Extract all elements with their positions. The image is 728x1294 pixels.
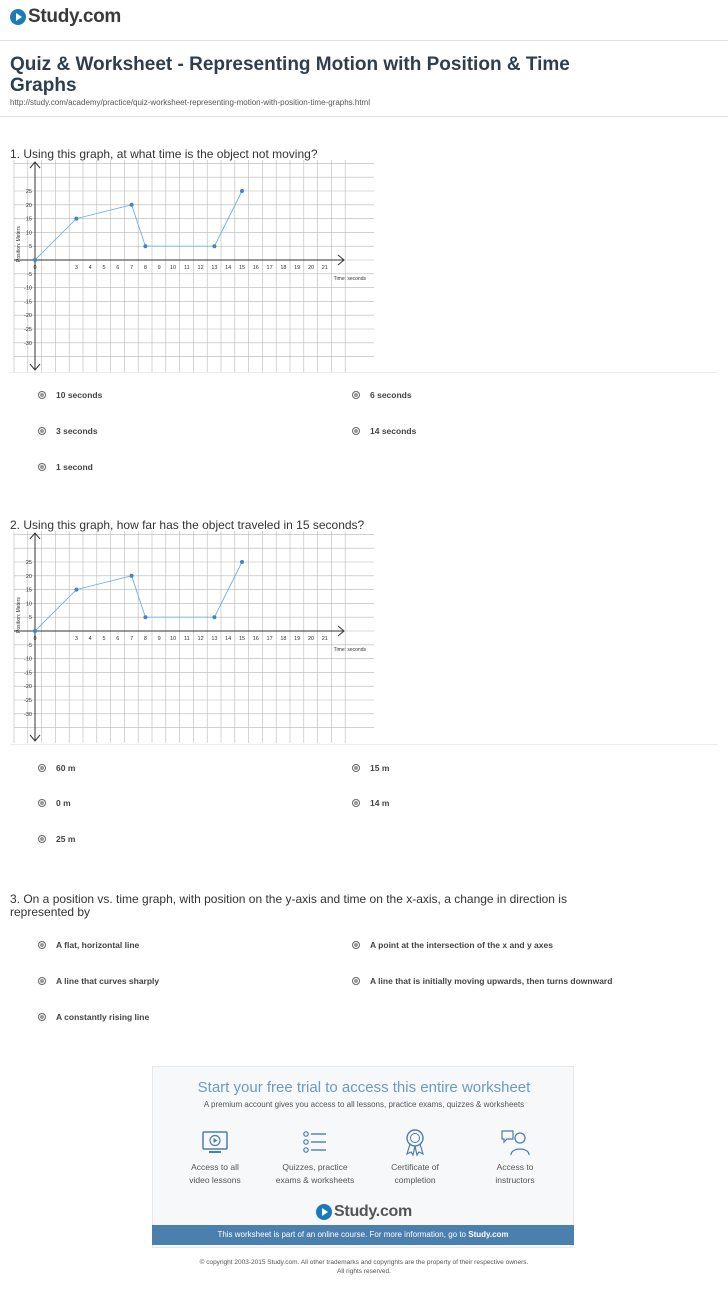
x-tick-label: 10 xyxy=(169,265,177,271)
x-tick-label: 8 xyxy=(143,265,147,271)
play-logo-icon xyxy=(316,1204,332,1220)
data-point xyxy=(212,244,216,248)
x-tick-label: 13 xyxy=(211,265,218,271)
x-tick-label: 7 xyxy=(130,265,134,271)
x-tick-label: 15 xyxy=(238,636,246,642)
answer-option[interactable]: 14 seconds xyxy=(352,426,416,436)
x-tick-label: 6 xyxy=(116,265,120,271)
instructor-chat-icon xyxy=(500,1127,530,1157)
title-divider xyxy=(0,116,728,117)
radio-button[interactable] xyxy=(38,1013,46,1021)
answer-option[interactable]: 14 m xyxy=(352,798,389,808)
y-tick-label: 25 xyxy=(25,560,32,566)
video-screen-icon xyxy=(200,1127,230,1157)
radio-button[interactable] xyxy=(38,463,46,471)
y-tick-label: -30 xyxy=(24,711,32,718)
x-tick-label: 4 xyxy=(88,265,92,271)
y-tick-label: 20 xyxy=(25,202,32,209)
x-tick-label: 11 xyxy=(183,265,190,271)
x-tick-label: 12 xyxy=(197,265,204,271)
x-tick-label: 21 xyxy=(321,265,328,271)
y-tick-label: -5 xyxy=(27,271,32,278)
x-tick-label: 3 xyxy=(74,636,78,642)
radio-button[interactable] xyxy=(38,764,46,772)
radio-button[interactable] xyxy=(38,941,46,949)
data-point xyxy=(240,560,244,564)
radio-button[interactable] xyxy=(38,799,46,807)
x-tick-label: 15 xyxy=(238,265,246,271)
x-tick-label: 0 xyxy=(33,265,37,271)
radio-button[interactable] xyxy=(352,391,360,399)
copyright: © copyright 2003-2015 Study.com. All other trademarks and copyrights are the property of their respective owners. All rights reserved. xyxy=(199,1259,529,1275)
question-1-text: 1. Using this graph, at what time is the object not moving? xyxy=(10,147,318,161)
radio-button[interactable] xyxy=(352,941,360,949)
radio-button[interactable] xyxy=(352,427,360,435)
x-tick-label: 0 xyxy=(33,636,37,642)
data-point xyxy=(143,244,147,248)
y-tick-label: 10 xyxy=(25,601,32,608)
x-tick-label: 11 xyxy=(183,636,190,642)
question-1-divider xyxy=(10,372,718,373)
y-tick-label: -20 xyxy=(24,684,32,691)
promo-study-logo[interactable]: Study.com xyxy=(153,1203,575,1221)
question-3-text: 3. On a position vs. time graph, with position on the y-axis and time on the x-axis, a change in direction is represented by xyxy=(10,892,567,919)
y-tick-label: -30 xyxy=(24,340,32,347)
y-tick-label: 15 xyxy=(25,216,32,223)
x-tick-label: 5 xyxy=(102,636,106,642)
y-tick-label: -10 xyxy=(24,656,32,663)
answer-option[interactable]: 0 m xyxy=(38,798,71,808)
answer-option[interactable]: A flat, horizontal line xyxy=(38,940,139,950)
y-tick-label: -10 xyxy=(24,285,32,292)
answer-option[interactable]: A point at the intersection of the x and y axes xyxy=(352,940,553,950)
study-link[interactable]: Study.com xyxy=(468,1230,509,1239)
answer-option[interactable]: 6 seconds xyxy=(352,390,412,400)
radio-button[interactable] xyxy=(38,427,46,435)
answer-option[interactable]: A line that curves sharply xyxy=(38,976,159,986)
x-tick-label: 5 xyxy=(102,265,106,271)
x-tick-label: 19 xyxy=(294,265,301,271)
data-point xyxy=(212,615,216,619)
y-tick-label: 5 xyxy=(28,615,32,622)
promo-subtitle: A premium account gives you access to all lessons, practice exams, quizzes & worksheets xyxy=(203,1100,525,1109)
play-logo-icon xyxy=(10,9,26,25)
x-tick-label: 14 xyxy=(225,265,232,271)
x-tick-label: 7 xyxy=(130,636,134,642)
x-tick-label: 8 xyxy=(143,636,147,642)
position-time-graph-2 xyxy=(8,531,374,743)
x-tick-label: 19 xyxy=(294,636,301,642)
answer-option[interactable]: 25 m xyxy=(38,834,75,844)
y-axis-label: Position: Meters xyxy=(16,597,22,633)
y-tick-label: 25 xyxy=(25,189,32,195)
checklist-icon xyxy=(300,1127,330,1157)
header-divider xyxy=(0,40,728,41)
x-tick-label: 9 xyxy=(157,636,161,642)
x-tick-label: 21 xyxy=(321,636,328,642)
radio-button[interactable] xyxy=(352,764,360,772)
y-tick-label: 15 xyxy=(25,587,32,594)
data-point xyxy=(74,217,78,221)
data-point xyxy=(130,574,134,578)
x-tick-label: 13 xyxy=(211,636,218,642)
data-point xyxy=(143,615,147,619)
answer-option[interactable]: 15 m xyxy=(352,763,389,773)
answer-option[interactable]: 60 m xyxy=(38,763,75,773)
logo-text: Study.com xyxy=(28,6,122,27)
y-tick-label: -20 xyxy=(24,313,32,320)
x-tick-label: 12 xyxy=(197,636,204,642)
y-tick-label: 20 xyxy=(25,573,32,580)
data-point xyxy=(33,629,37,633)
radio-button[interactable] xyxy=(38,977,46,985)
data-point xyxy=(74,588,78,592)
x-axis-label: Time: seconds xyxy=(333,647,366,653)
x-tick-label: 17 xyxy=(266,265,273,271)
feature-quizzes: Quizzes, practice exams & worksheets xyxy=(265,1127,365,1187)
x-tick-label: 18 xyxy=(280,265,287,271)
feature-certificate: Certificate of completion xyxy=(365,1127,465,1187)
x-tick-label: 16 xyxy=(252,265,259,271)
page-url: http://study.com/academy/practice/quiz-worksheet-representing-motion-with-position-time-graphs.html xyxy=(10,98,370,107)
x-tick-label: 6 xyxy=(116,636,120,642)
x-tick-label: 3 xyxy=(74,265,78,271)
radio-button[interactable] xyxy=(352,977,360,985)
promo-info-bar: This worksheet is part of an online course. For more information, go to Study.com xyxy=(152,1225,574,1245)
page-title: Quiz & Worksheet - Representing Motion with Position & Time Graphs xyxy=(10,54,570,96)
question-2-divider xyxy=(10,744,718,745)
feature-instructors: Access to instructors xyxy=(465,1127,565,1187)
x-tick-label: 20 xyxy=(307,265,315,271)
answer-option[interactable]: A line that is initially moving upwards, then turns downward xyxy=(352,976,612,986)
x-tick-label: 10 xyxy=(169,636,177,642)
y-tick-label: -5 xyxy=(27,642,32,649)
data-point xyxy=(33,258,37,262)
x-tick-label: 17 xyxy=(266,636,273,642)
y-tick-label: -15 xyxy=(24,299,32,306)
x-tick-label: 16 xyxy=(252,636,259,642)
study-logo[interactable] xyxy=(10,6,121,28)
x-tick-label: 4 xyxy=(88,636,92,642)
answer-option[interactable]: 1 second xyxy=(38,462,93,472)
x-tick-label: 9 xyxy=(157,265,161,271)
y-tick-label: -15 xyxy=(24,670,32,677)
y-axis-label: Position: Meters xyxy=(16,226,22,262)
free-trial-promo xyxy=(152,1066,574,1248)
question-2-text: 2. Using this graph, how far has the object traveled in 15 seconds? xyxy=(10,518,365,532)
answer-option[interactable]: A constantly rising line xyxy=(38,1012,149,1022)
x-axis-label: Time: seconds xyxy=(333,276,366,282)
radio-button[interactable] xyxy=(38,835,46,843)
position-time-graph-1 xyxy=(8,160,374,372)
x-tick-label: 20 xyxy=(307,636,315,642)
y-tick-label: 10 xyxy=(25,230,32,237)
radio-button[interactable] xyxy=(38,391,46,399)
feature-video-lessons: Access to all video lessons xyxy=(165,1127,265,1187)
x-tick-label: 18 xyxy=(280,636,287,642)
y-tick-label: -25 xyxy=(24,327,32,333)
award-ribbon-icon xyxy=(400,1127,430,1157)
radio-button[interactable] xyxy=(352,799,360,807)
x-tick-label: 14 xyxy=(225,636,232,642)
answer-option[interactable]: 10 seconds xyxy=(38,390,102,400)
y-tick-label: 5 xyxy=(28,244,32,251)
data-point xyxy=(130,203,134,207)
data-point xyxy=(240,189,244,193)
promo-title[interactable]: Start your free trial to access this entire worksheet xyxy=(197,1079,531,1096)
answer-option[interactable]: 3 seconds xyxy=(38,426,98,436)
y-tick-label: -25 xyxy=(24,698,32,704)
